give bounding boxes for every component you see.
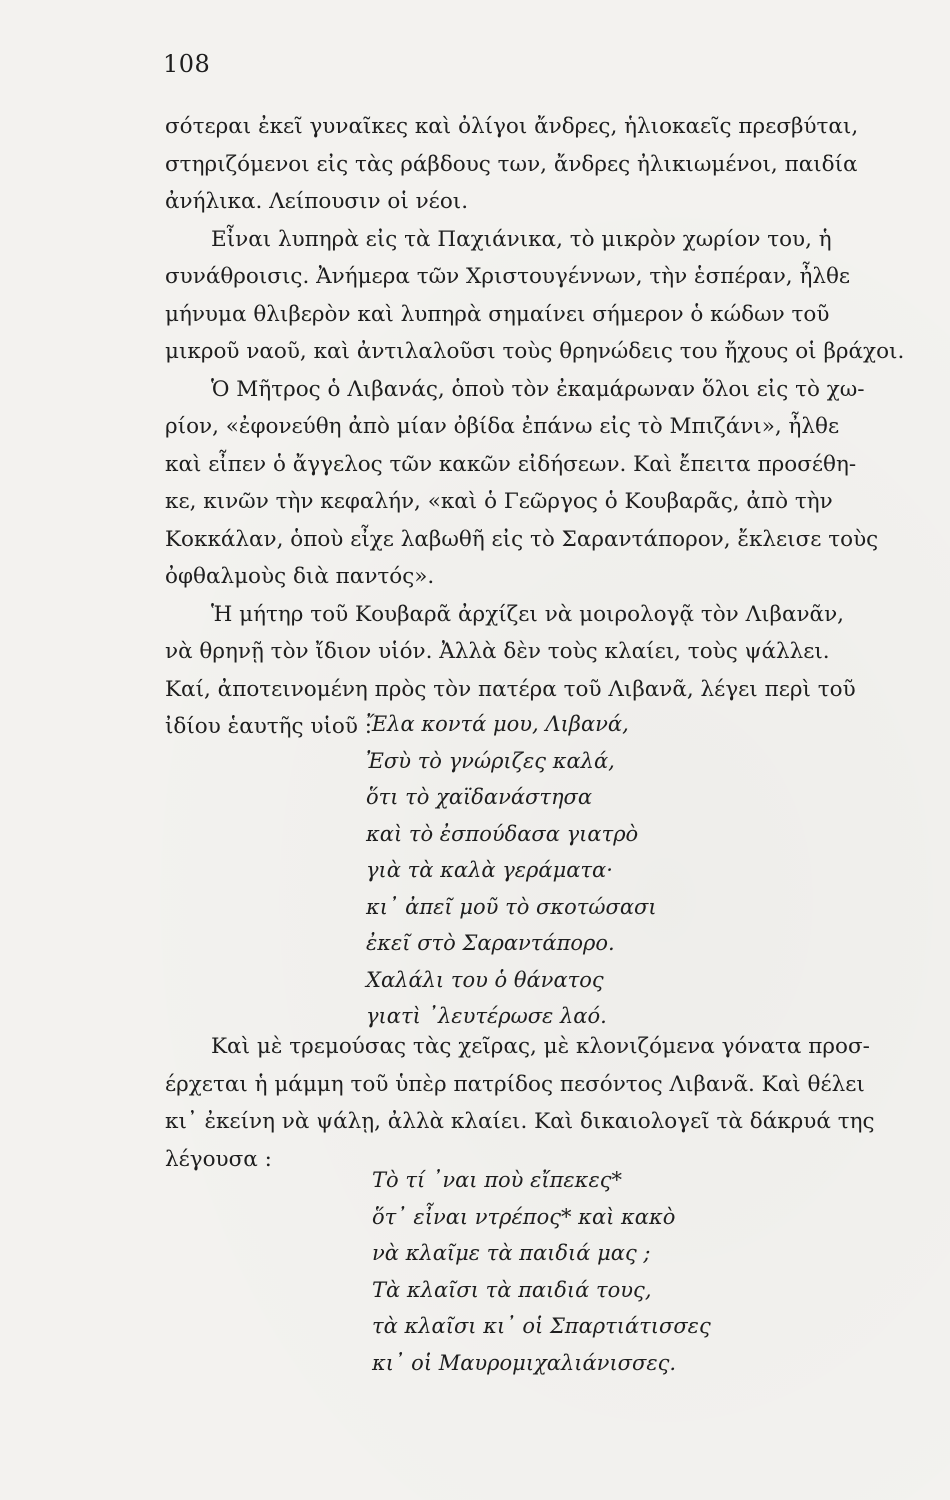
lament-poem-grandmother	[372, 1162, 711, 1381]
poem-verse: τὰ κλαῖσι κι᾿ οἱ Σπαρτιάτισσες	[372, 1314, 711, 1338]
text-line: Ὁ Μῆτρος ὁ Λιβανάς, ὁποὺ τὸν ἐκαμάρωναν ὅλοι εἰς τὸ χω-	[211, 376, 865, 402]
text-line: ἰδίου ἑαυτῆς υἱοῦ :	[165, 714, 373, 739]
main-text-block	[165, 108, 905, 746]
poem-verse: ἐκεῖ στὸ Σαραντάπορο.	[366, 931, 615, 955]
poem-verse: κι᾿ οἱ Μαυρομιχαλιάνισσες.	[372, 1350, 677, 1375]
poem-verse: γιὰ τὰ καλὰ γεράματα·	[366, 858, 613, 882]
poem-verse: γιατὶ ᾿λευτέρωσε λαό.	[366, 1004, 607, 1028]
text-line: στηριζόμενοι εἰς τὰς ράβδους των, ἄνδρες ἠλικιωμένοι, παιδία	[165, 151, 858, 177]
text-line: λέγουσα :	[165, 1146, 272, 1172]
text-line: ἀνήλικα. Λείπουσιν οἱ νέοι.	[165, 189, 469, 214]
poem-verse: ὅτι τὸ χαϊδανάστησα	[366, 785, 593, 809]
text-line: Κοκκάλαν, ὁποὺ εἶχε λαβωθῆ εἰς τὸ Σαραντάπορον, ἔκλεισε τοὺς	[165, 526, 879, 552]
text-line: Ἡ μήτηρ τοῦ Κουβαρᾶ ἀρχίζει νὰ μοιρολογᾷ τὸν Λιβανᾶν,	[211, 601, 844, 627]
text-line: κι᾿ ἐκείνη νὰ ψάλῃ, ἀλλὰ κλαίει. Καὶ δικαιολογεῖ τὰ δάκρυά της	[165, 1109, 875, 1134]
paragraph-grandmother	[165, 1028, 875, 1178]
poem-verse: καὶ τὸ ἐσπούδασα γιατρὸ	[366, 821, 639, 846]
poem-verse: Τὸ τί ᾿ναι ποὺ εἴπεκες*	[372, 1168, 622, 1192]
text-line: νὰ θρηνῇ τὸν ἴδιον υἱόν. Ἀλλὰ δὲν τοὺς κλαίει, τοὺς ψάλλει.	[165, 639, 830, 664]
lament-poem-mother	[366, 706, 657, 1035]
text-line: Καὶ μὲ τρεμούσας τὰς χεῖρας, μὲ κλονιζόμενα γόνατα προσ-	[211, 1034, 870, 1059]
text-line: έρχεται ἡ μάμμη τοῦ ὑπὲρ πατρίδος πεσόντος Λιβανᾶ. Καὶ θέλει	[165, 1071, 865, 1097]
poem-verse: Χαλάλι του ὁ θάνατος	[366, 967, 604, 992]
text-line: καὶ εἶπεν ὁ ἄγγελος τῶν κακῶν εἰδήσεων. Καὶ ἔπειτα προσέθη-	[165, 451, 857, 477]
poem-verse: νὰ κλαῖμε τὰ παιδιά μας ;	[372, 1241, 651, 1265]
text-line: Εἶναι λυπηρὰ εἰς τὰ Παχιάνικα, τὸ μικρὸν χωρίον του, ἡ	[211, 226, 832, 252]
poem-verse: Ἔλα κοντά μου, Λιβανά,	[366, 712, 629, 736]
text-line: σότεραι ἐκεῖ γυναῖκες καὶ ὀλίγοι ἄνδρες, ἡλιοκαεῖς πρεσβύται,	[165, 114, 859, 139]
text-line: κε, κινῶν τὴν κεφαλήν, «καὶ ὁ Γεῶργος ὁ Κουβαρᾶς, ἀπὸ τὴν	[165, 489, 833, 514]
text-line: συνάθροισις. Ἀνήμερα τῶν Χριστουγέννων, τὴν ἑσπέραν, ἦλθε	[165, 264, 851, 289]
text-line: Καί, ἀποτεινομένη πρὸς τὸν πατέρα τοῦ Λιβανᾶ, λέγει περὶ τοῦ	[165, 676, 856, 702]
poem-verse: Τὰ κλαῖσι τὰ παιδιά τους,	[372, 1277, 652, 1302]
text-line: μήνυμα θλιβερὸν καὶ λυπηρὰ σημαίνει σήμερον ὁ κώδων τοῦ	[165, 301, 830, 327]
text-line: ὀφθαλμοὺς διὰ παντός».	[165, 564, 435, 589]
text-line: ρίον, «ἐφονεύθη ἀπὸ μίαν ὀβίδα ἐπάνω εἰς τὸ Μπιζάνι», ἦλθε	[165, 414, 840, 439]
poem-verse: ὅτ᾿ εἶναι ντρέπος* καὶ κακὸ	[372, 1204, 676, 1229]
page-number: 108	[163, 50, 211, 78]
text-line: μικροῦ ναοῦ, καὶ ἀντιλαλοῦσι τοὺς θρηνώδεις του ἤχους οἱ βράχοι.	[165, 339, 905, 364]
poem-verse: κι᾿ ἀπεῖ μοῦ τὸ σκοτώσασι	[366, 894, 657, 919]
poem-verse: Ἐσὺ τὸ γνώριζες καλά,	[366, 748, 615, 773]
